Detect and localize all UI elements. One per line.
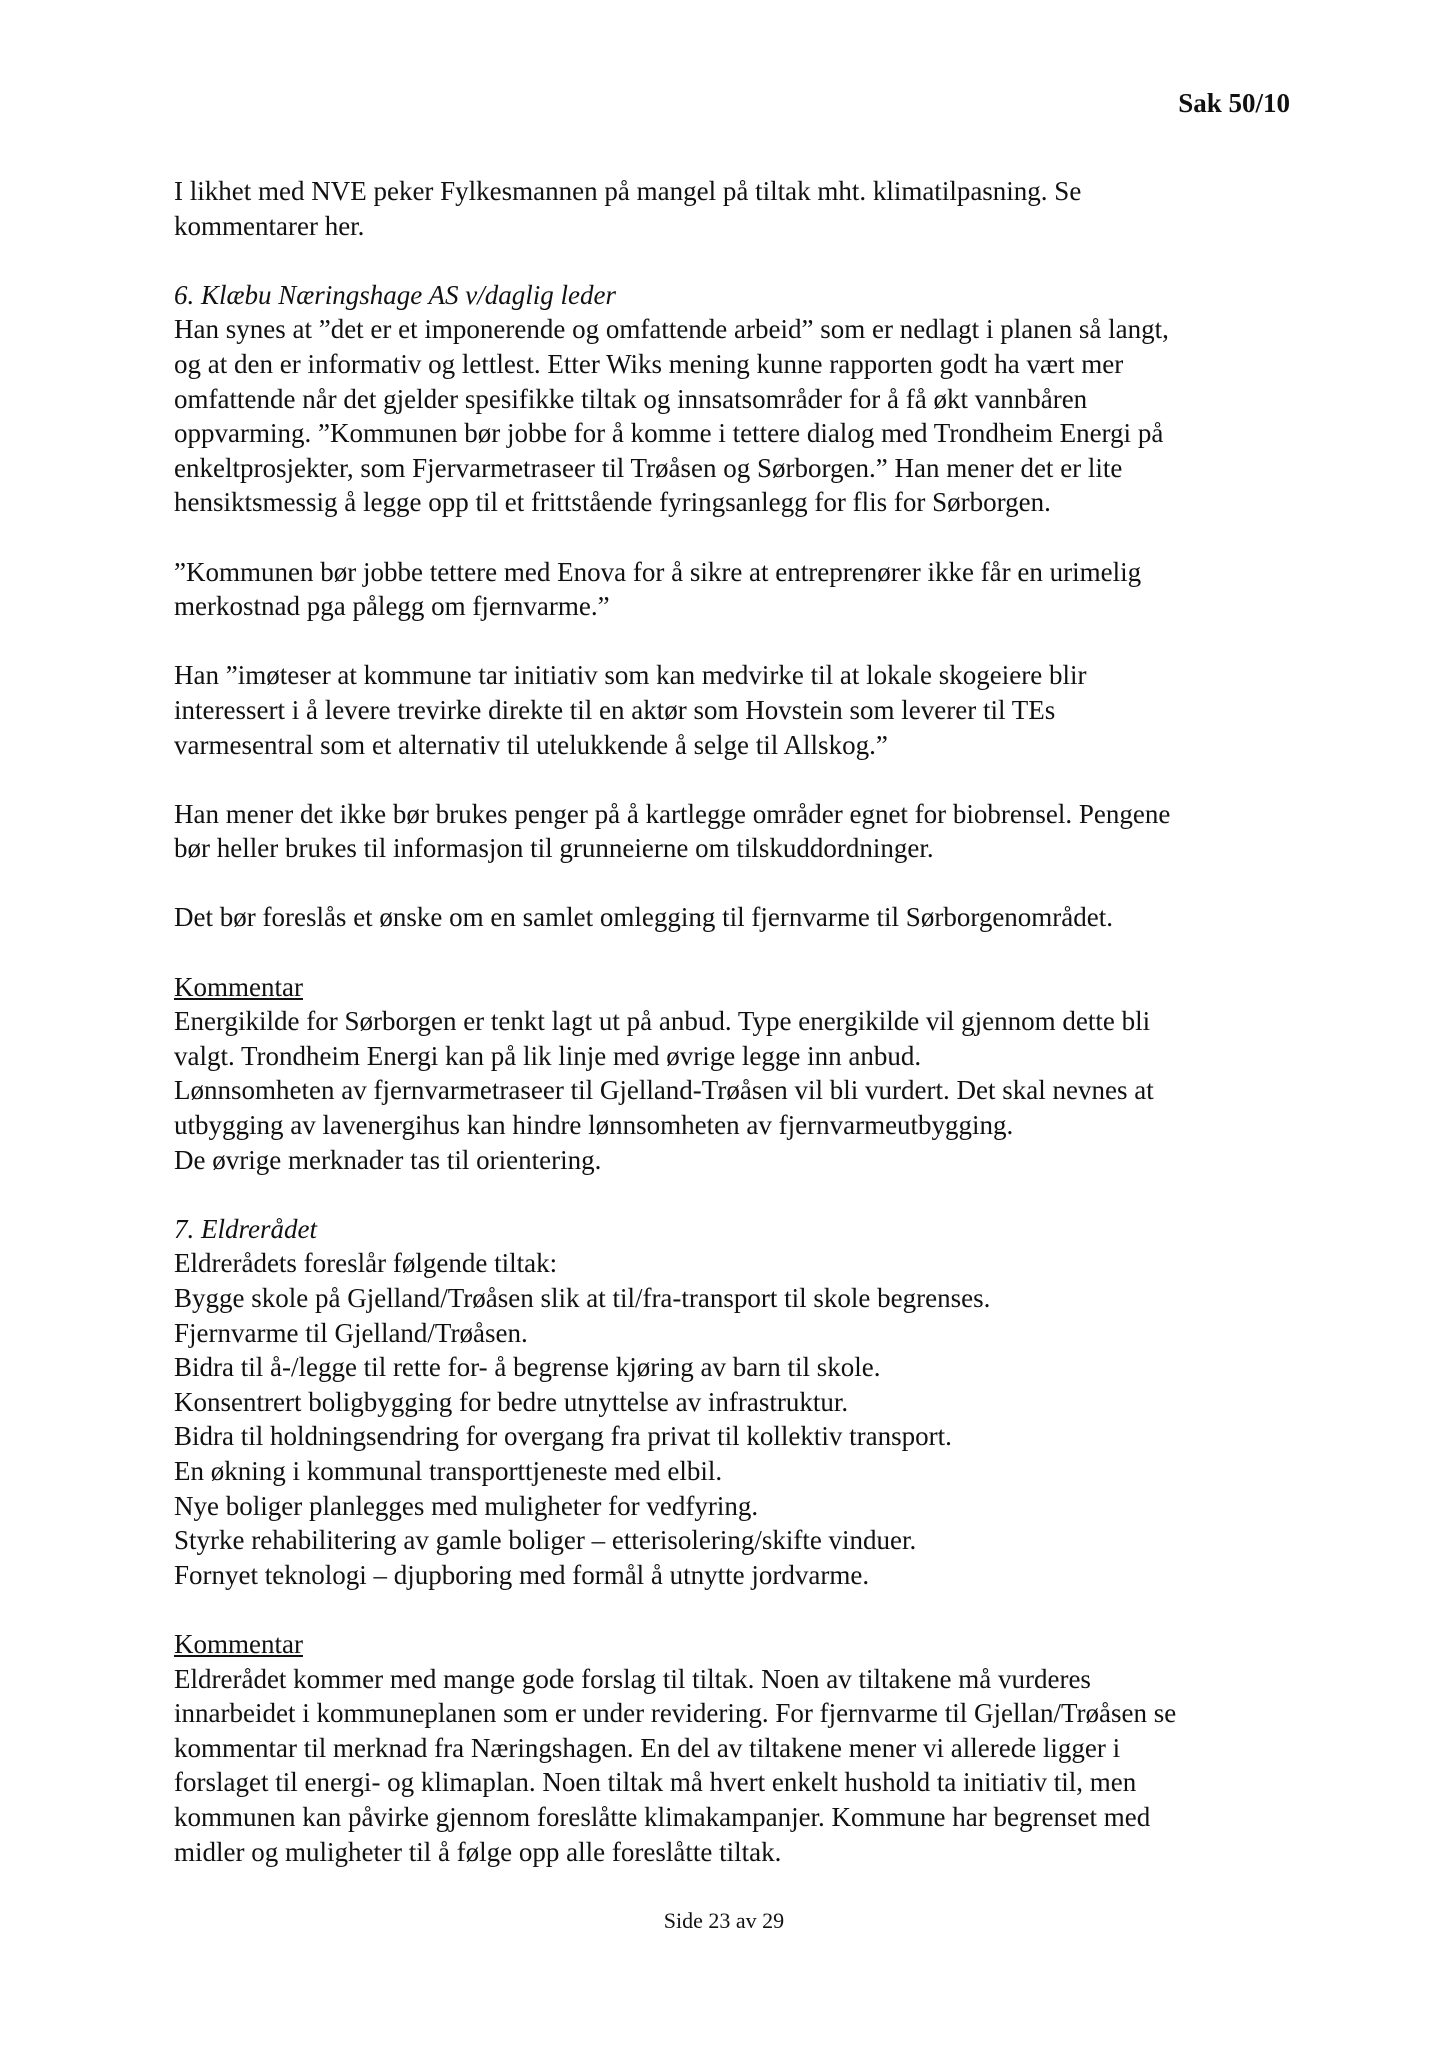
document-body [174,174,1294,1904]
text-line: Han mener det ikke bør brukes penger på å kartlegge områder egnet for biobrensel. Pengene [174,798,1171,829]
text-line: omfattende når det gjelder spesifikke tiltak og innsatsområder for å få økt vannbåren [174,383,1088,414]
comment-section-7 [174,1627,1294,1869]
text-line: hensiktsmessig å legge opp til et frittstående fyringsanlegg for flis for Sørborgen. [174,487,1051,518]
comment-section-6 [174,970,1294,1178]
text-line: midler og muligheter til å følge opp alle foreslåtte tiltak. [174,1836,782,1867]
text-line: utbygging av lavenergihus kan hindre lønnsomheten av fjernvarmeutbygging. [174,1110,1014,1141]
paragraph [174,797,1294,866]
text-line: valgt. Trondheim Energi kan på lik linje med øvrige legge inn anbud. [174,1040,922,1071]
text-line: enkeltprosjekter, som Fjervarmetraseer til Trøåsen og Sørborgen.” Han mener det er lite [174,452,1123,483]
list-item: En økning i kommunal transporttjeneste med elbil. [174,1455,723,1486]
text-line: ”Kommunen bør jobbe tettere med Enova for å sikre at entreprenører ikke får en urimelig [174,556,1142,587]
text-line: interessert i å levere trevirke direkte til en aktør som Hovstein som leverer til TEs [174,694,1056,725]
text-line: Energikilde for Sørborgen er tenkt lagt ut på anbud. Type energikilde vil gjennom dette bli [174,1006,1151,1037]
comment-heading: Kommentar [174,971,303,1002]
text-line: og at den er informativ og lettlest. Etter Wiks mening kunne rapporten godt ha vært mer [174,348,1124,379]
text-line: varmesentral som et alternativ til utelukkende å selge til Allskog.” [174,729,888,760]
section-heading: 7. Eldrerådet [174,1213,317,1244]
section-7 [174,1212,1294,1593]
list-item: Bidra til å-/legge til rette for- å begrense kjøring av barn til skole. [174,1352,881,1383]
text-line: forslaget til energi- og klimaplan. Noen tiltak må hvert enkelt hushold ta initiativ til, men [174,1767,1137,1798]
text-line: innarbeidet i kommuneplanen som er under revidering. For fjernvarme til Gjellan/Trøåsen se [174,1698,1177,1729]
list-item: Fjernvarme til Gjelland/Trøåsen. [174,1317,528,1348]
text-line: Han synes at ”det er et imponerende og omfattende arbeid” som er nedlagt i planen så langt, [174,314,1169,345]
comment-heading: Kommentar [174,1628,303,1659]
text-line: merkostnad pga pålegg om fjernvarme.” [174,591,610,622]
text-line: I likhet med NVE peker Fylkesmannen på mangel på tiltak mht. klimatilpasning. Se [174,176,1082,206]
list-item: Nye boliger planlegges med muligheter for vedfyring. [174,1490,759,1521]
text-line: Det bør foreslås et ønske om en samlet omlegging til fjernvarme til Sørborgenområdet. [174,902,1114,933]
list-item: Konsentrert boligbygging for bedre utnyttelse av infrastruktur. [174,1386,849,1417]
intro-paragraph [174,174,1294,243]
text-line: kommentar til merknad fra Næringshagen. En del av tiltakene mener vi allerede ligger i [174,1732,1121,1763]
list-item: Fornyet teknologi – djupboring med formål å utnytte jordvarme. [174,1559,870,1590]
text-line: Eldrerådet kommer med mange gode forslag til tiltak. Noen av tiltakene må vurderes [174,1663,1091,1694]
section-heading: 6. Klæbu Næringshage AS v/daglig leder [174,279,617,310]
text-line: kommunen kan påvirke gjennom foreslåtte klimakampanjer. Kommune har begrenset med [174,1801,1151,1832]
text-line: oppvarming. ”Kommunen bør jobbe for å komme i tettere dialog med Trondheim Energi på [174,418,1164,449]
text-line: kommentarer her. [174,210,365,241]
list-item: Styrke rehabilitering av gamle boliger – etterisolering/skifte vinduer. [174,1525,917,1556]
quote-paragraph [174,555,1294,624]
text-line: De øvrige merknader tas til orientering. [174,1144,602,1175]
list-item: Bidra til holdningsendring for overgang fra privat til kollektiv transport. [174,1421,952,1452]
paragraph [174,900,1294,935]
list-item: Eldrerådets foreslår følgende tiltak: [174,1248,558,1279]
text-line: Lønnsomheten av fjernvarmetraseer til Gjelland-Trøåsen vil bli vurdert. Det skal nevnes at [174,1075,1154,1106]
case-number: Sak 50/10 [1178,88,1290,118]
section-6 [174,278,1294,520]
text-line: bør heller brukes til informasjon til grunneierne om tilskuddordninger. [174,833,934,864]
text-line: Han ”imøteser at kommune tar initiativ som kan medvirke til at lokale skogeiere blir [174,660,1087,691]
page-number: Side 23 av 29 [663,1908,785,1933]
list-item: Bygge skole på Gjelland/Trøåsen slik at til/fra-transport til skole begrenses. [174,1283,991,1313]
paragraph [174,658,1294,762]
